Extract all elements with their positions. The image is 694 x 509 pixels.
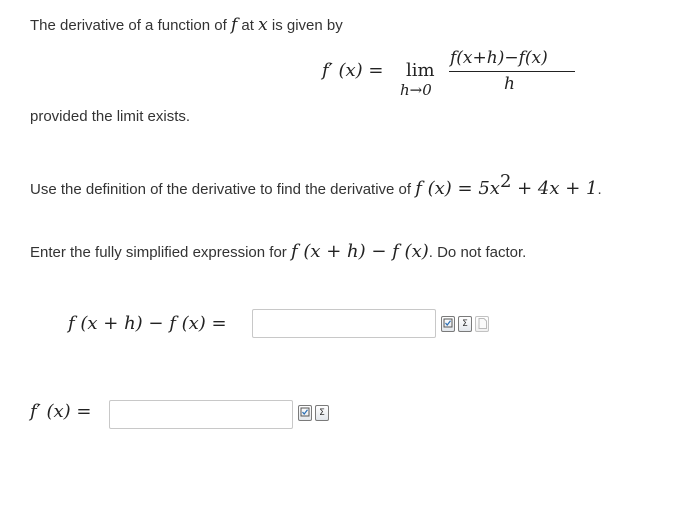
intro-at: at (237, 17, 259, 34)
task-text (30, 172, 602, 199)
derivative-label: f′ (x) = (30, 401, 92, 422)
intro-suffix: is given by (267, 17, 343, 34)
equation-editor-icon[interactable] (441, 316, 455, 332)
sigma-formula-icon[interactable] (458, 316, 472, 332)
difference-label: f (x + h) − f (x) = (68, 313, 227, 334)
task-function-lhs: f (x) = 5x (415, 178, 500, 199)
instruction-prefix: Enter the fully simplified expression for (30, 244, 291, 261)
instruction-expression: f (x + h) − f (x) (290, 241, 429, 262)
intro-text (30, 15, 343, 35)
instruction-text (30, 241, 526, 262)
document-icon[interactable] (475, 316, 489, 332)
intro-x: x (258, 15, 268, 35)
task-suffix: . (597, 181, 602, 198)
fraction-bar (449, 71, 575, 72)
task-function-rest: + 4x + 1 (511, 178, 598, 199)
instruction-suffix: . Do not factor. (428, 244, 527, 261)
proviso-text: provided the limit exists. (30, 108, 191, 125)
sigma-formula-icon[interactable] (315, 405, 329, 421)
definition-numerator: f(x+h)−f(x) (450, 48, 548, 68)
task-prefix: Use the definition of the derivative to find the derivative of (30, 181, 416, 198)
sigma-glyph: Σ (319, 408, 325, 418)
definition-denominator: h (504, 74, 515, 94)
definition-lim: lim (406, 60, 435, 81)
definition-lhs: f′ (x) = (322, 60, 384, 81)
derivative-answer-input[interactable] (109, 400, 293, 429)
task-exponent: 2 (499, 171, 512, 192)
definition-lim-subscript: h→0 (400, 81, 432, 99)
intro-prefix: The derivative of a function of (30, 17, 231, 34)
sigma-glyph: Σ (462, 319, 468, 329)
difference-answer-input[interactable] (252, 309, 436, 338)
derivative-definition (322, 48, 582, 98)
equation-editor-icon[interactable] (298, 405, 312, 421)
intro-f: f (230, 15, 238, 35)
